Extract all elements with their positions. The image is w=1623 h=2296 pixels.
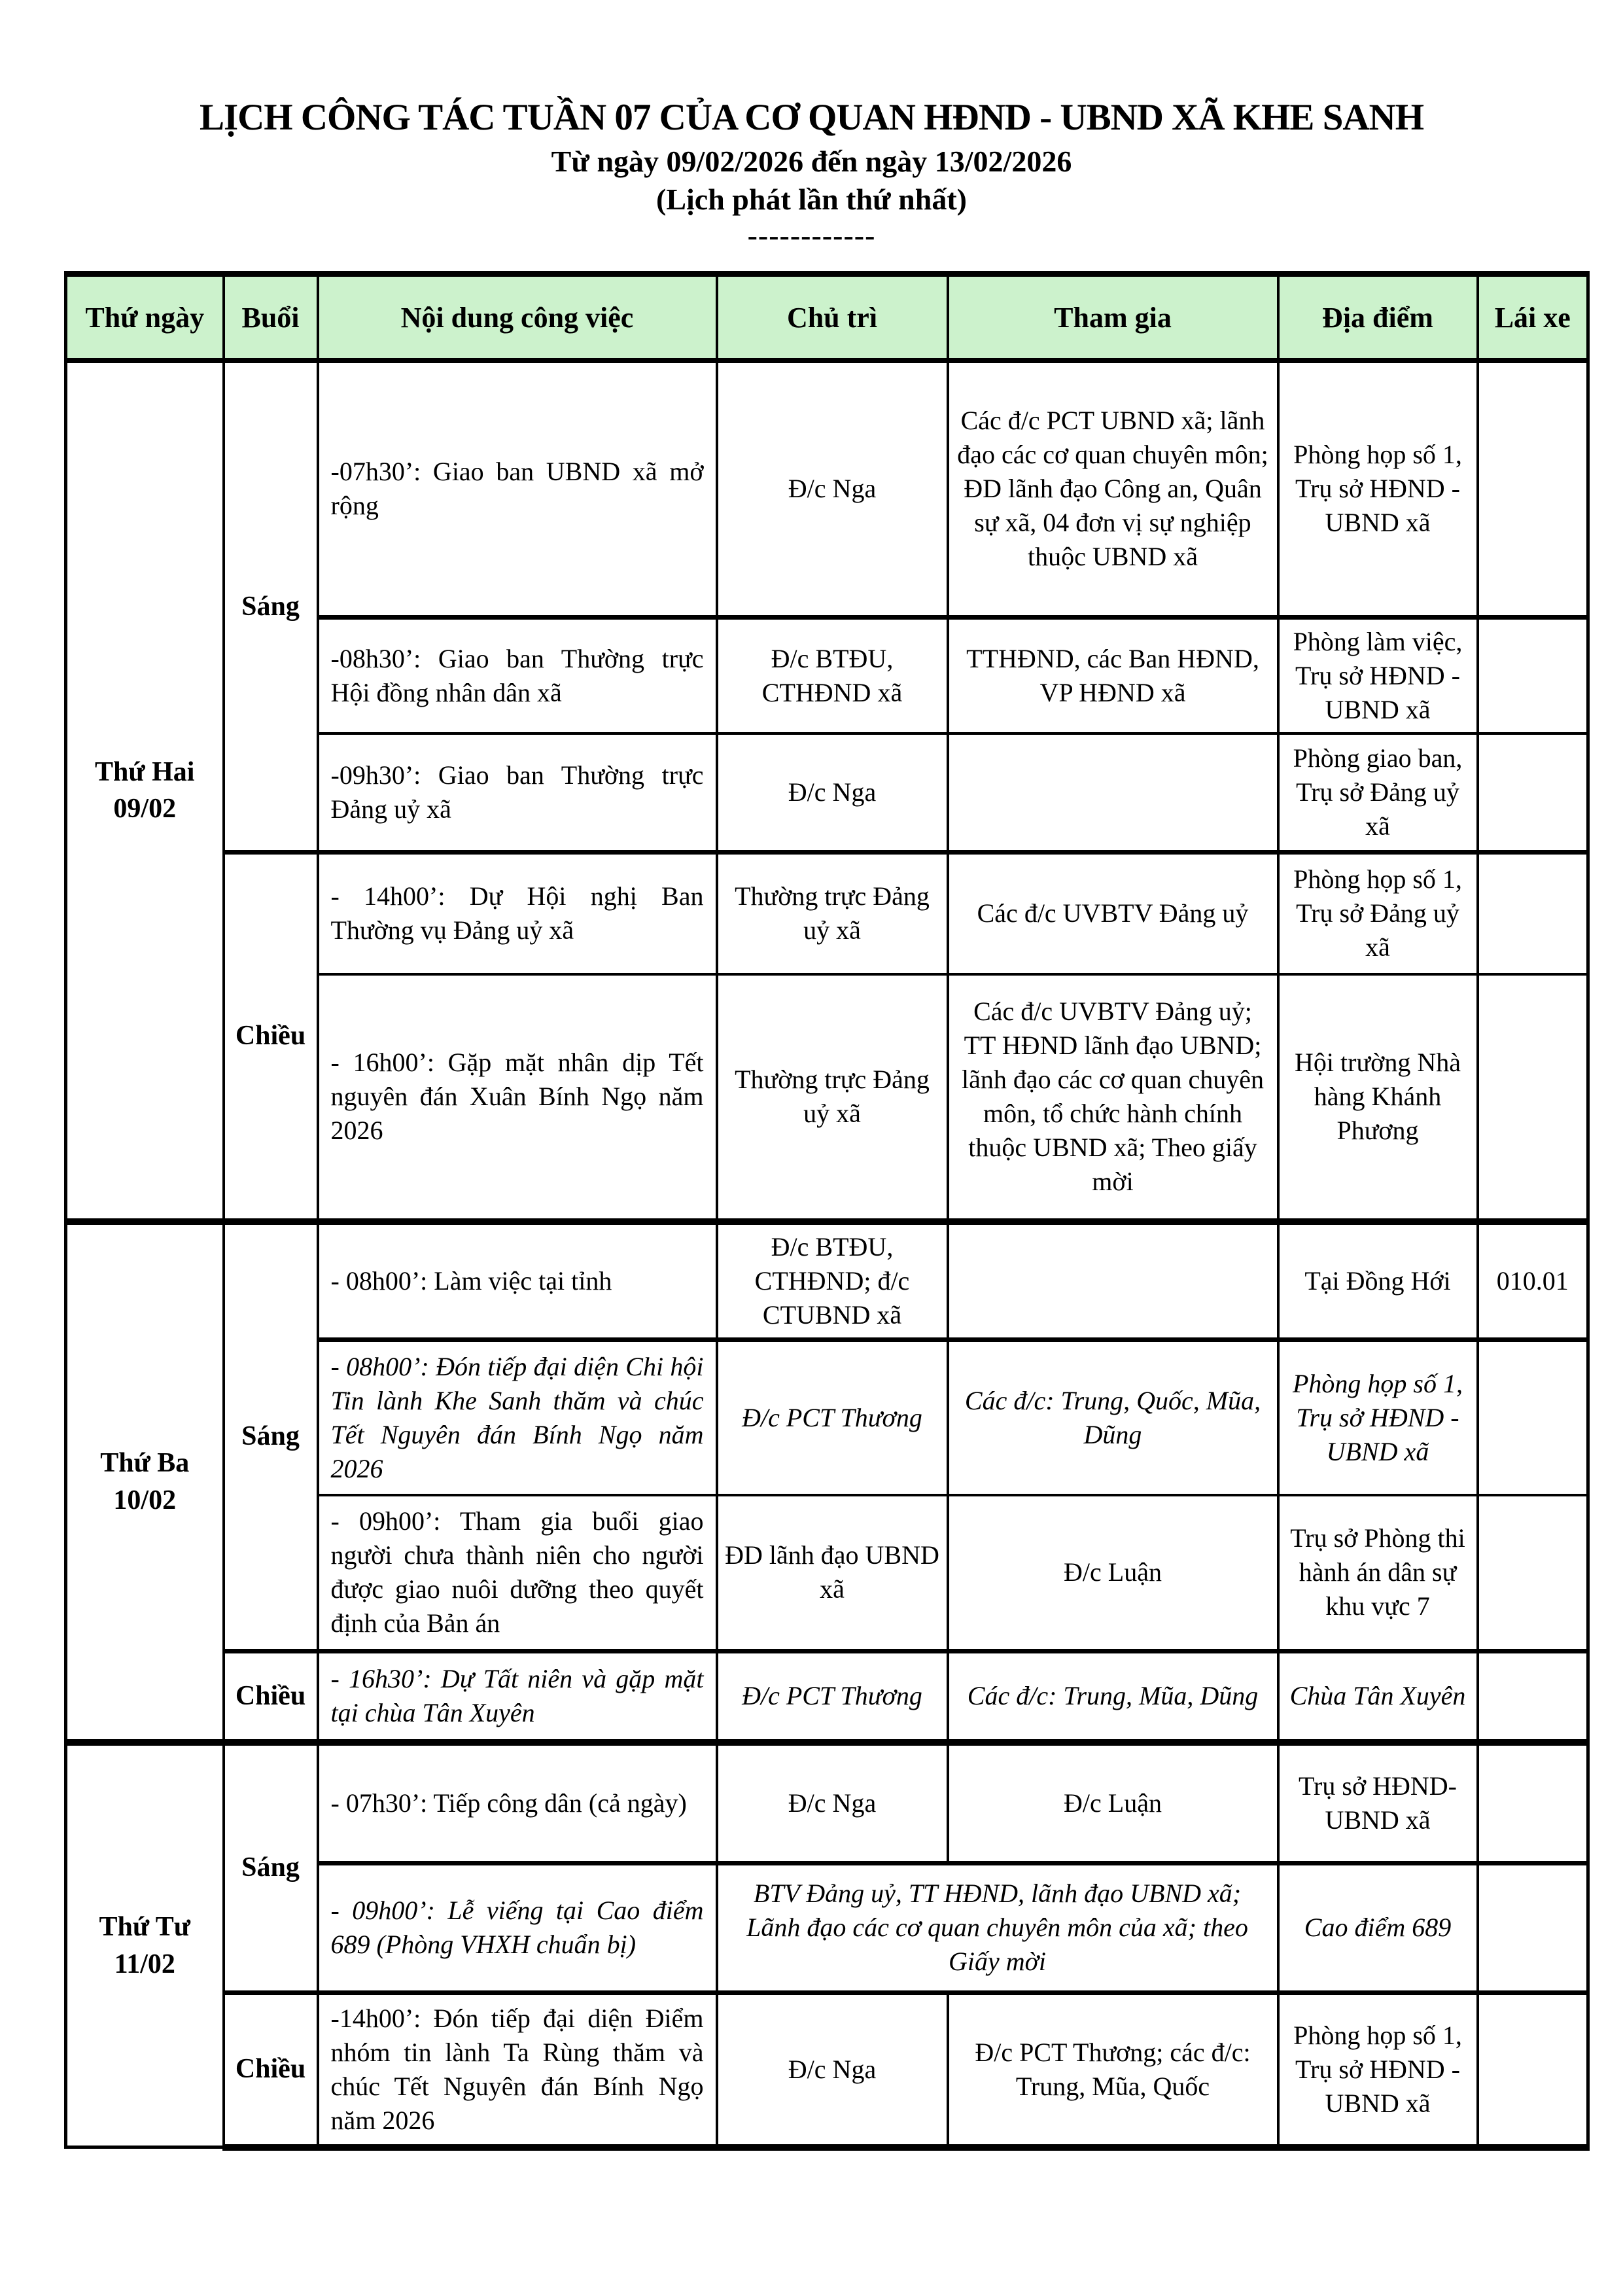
session-cell-morning: Sáng — [224, 1222, 318, 1651]
day-cell-tuesday — [66, 1222, 224, 1743]
cell-lai-xe — [1478, 617, 1588, 733]
session-cell-morning: Sáng — [224, 1742, 318, 1992]
cell-noi-dung: -07h30’: Giao ban UBND xã mở rộng — [318, 361, 717, 617]
header-thu-ngay: Thứ ngày — [66, 274, 224, 361]
cell-chu-tri: Đ/c BTĐU, CTHĐND xã — [717, 617, 948, 733]
cell-lai-xe — [1478, 974, 1588, 1222]
cell-tham-gia — [948, 1222, 1278, 1340]
cell-noi-dung: - 08h00’: Đón tiếp đại diện Chi hội Tin lành Khe Sanh thăm và chúc Tết Nguyên đán Bính Ngọ năm 2026 — [318, 1339, 717, 1495]
cell-tham-gia: Đ/c Luận — [948, 1495, 1278, 1651]
cell-dia-diem: Chùa Tân Xuyên — [1278, 1651, 1478, 1742]
cell-chu-tri: Đ/c PCT Thương — [717, 1651, 948, 1742]
day-name: Thứ Hai — [95, 756, 195, 787]
header-chu-tri: Chủ trì — [717, 274, 948, 361]
table-row — [66, 1742, 1588, 1863]
cell-dia-diem: Phòng giao ban, Trụ sở Đảng uỷ xã — [1278, 733, 1478, 853]
table-row — [66, 361, 1588, 617]
header-buoi: Buổi — [224, 274, 318, 361]
cell-noi-dung: -09h30’: Giao ban Thường trực Đảng uỷ xã — [318, 733, 717, 853]
header-row — [66, 274, 1588, 361]
session-cell-afternoon: Chiều — [224, 853, 318, 1222]
cell-noi-dung: - 09h00’: Lễ viếng tại Cao điểm 689 (Phòng VHXH chuẩn bị) — [318, 1863, 717, 1992]
header-tham-gia: Tham gia — [948, 274, 1278, 361]
cell-tham-gia: TTHĐND, các Ban HĐND, VP HĐND xã — [948, 617, 1278, 733]
schedule-table — [64, 271, 1590, 2151]
cell-chu-tri: Thường trực Đảng uỷ xã — [717, 853, 948, 974]
cell-lai-xe — [1478, 361, 1588, 617]
session-cell-afternoon: Chiều — [224, 1651, 318, 1742]
cell-noi-dung: - 16h30’: Dự Tất niên và gặp mặt tại chùa Tân Xuyên — [318, 1651, 717, 1742]
cell-tham-gia: Các đ/c: Trung, Mũa, Dũng — [948, 1651, 1278, 1742]
cell-tham-gia: Các đ/c UVBTV Đảng uỷ — [948, 853, 1278, 974]
cell-tham-gia: Đ/c PCT Thương; các đ/c: Trung, Mũa, Quốc — [948, 1992, 1278, 2147]
cell-chu-tri: Thường trực Đảng uỷ xã — [717, 974, 948, 1222]
header-noi-dung: Nội dung công việc — [318, 274, 717, 361]
day-date: 11/02 — [114, 1949, 175, 1979]
session-cell-morning: Sáng — [224, 361, 318, 853]
cell-chu-tri: Đ/c Nga — [717, 361, 948, 617]
day-name: Thứ Ba — [100, 1448, 190, 1479]
cell-dia-diem: Phòng họp số 1, Trụ sở HĐND - UBND xã — [1278, 1992, 1478, 2147]
header-dia-diem: Địa điểm — [1278, 274, 1478, 361]
cell-chu-tri-tham-gia: BTV Đảng uỷ, TT HĐND, lãnh đạo UBND xã; Lãnh đạo các cơ quan chuyên môn của xã; theo Giấy mời — [717, 1863, 1278, 1992]
table-row — [66, 1222, 1588, 1340]
table-row — [66, 1992, 1588, 2147]
title-block — [0, 0, 1623, 253]
table-header — [66, 274, 1588, 361]
cell-dia-diem: Phòng họp số 1, Trụ sở HĐND - UBND xã — [1278, 361, 1478, 617]
cell-dia-diem: Trụ sở Phòng thi hành án dân sự khu vực 7 — [1278, 1495, 1478, 1651]
cell-noi-dung: -08h30’: Giao ban Thường trực Hội đồng nhân dân xã — [318, 617, 717, 733]
cell-lai-xe — [1478, 1495, 1588, 1651]
cell-lai-xe — [1478, 733, 1588, 853]
cell-lai-xe — [1478, 853, 1588, 974]
cell-chu-tri: Đ/c Nga — [717, 1992, 948, 2147]
release-note: (Lịch phát lần thứ nhất) — [656, 183, 967, 217]
day-cell-wednesday — [66, 1742, 224, 2147]
cell-dia-diem: Phòng làm việc, Trụ sở HĐND - UBND xã — [1278, 617, 1478, 733]
cell-tham-gia: Các đ/c PCT UBND xã; lãnh đạo các cơ quan chuyên môn; ĐD lãnh đạo Công an, Quân sự xã, 04 đơn vị sự nghiệp thuộc UBND xã — [948, 361, 1278, 617]
cell-lai-xe — [1478, 1339, 1588, 1495]
cell-noi-dung: -14h00’: Đón tiếp đại diện Điểm nhóm tin lành Ta Rùng thăm và chúc Tết Nguyên đán Bính Ngọ năm 2026 — [318, 1992, 717, 2147]
cell-lai-xe: 010.01 — [1478, 1222, 1588, 1340]
cell-noi-dung: - 16h00’: Gặp mặt nhân dịp Tết nguyên đán Xuân Bính Ngọ năm 2026 — [318, 974, 717, 1222]
cell-dia-diem: Cao điểm 689 — [1278, 1863, 1478, 1992]
day-date: 10/02 — [113, 1485, 177, 1515]
cell-noi-dung: - 07h30’: Tiếp công dân (cả ngày) — [318, 1742, 717, 1863]
cell-noi-dung: - 09h00’: Tham gia buổi giao người chưa thành niên cho người được giao nuôi dưỡng theo quyết định của Bản án — [318, 1495, 717, 1651]
table-row — [66, 853, 1588, 974]
cell-chu-tri: Đ/c PCT Thương — [717, 1339, 948, 1495]
cell-noi-dung: - 08h00’: Làm việc tại tỉnh — [318, 1222, 717, 1340]
cell-chu-tri: ĐD lãnh đạo UBND xã — [717, 1495, 948, 1651]
day-cell-monday — [66, 361, 224, 1222]
cell-chu-tri: Đ/c BTĐU, CTHĐND; đ/c CTUBND xã — [717, 1222, 948, 1340]
cell-tham-gia: Đ/c Luận — [948, 1742, 1278, 1863]
cell-tham-gia — [948, 733, 1278, 853]
cell-lai-xe — [1478, 1651, 1588, 1742]
date-range: Từ ngày 09/02/2026 đến ngày 13/02/2026 — [551, 144, 1072, 178]
cell-tham-gia: Các đ/c: Trung, Quốc, Mũa, Dũng — [948, 1339, 1278, 1495]
cell-chu-tri: Đ/c Nga — [717, 1742, 948, 1863]
table-row — [66, 1651, 1588, 1742]
cell-dia-diem: Trụ sở HĐND- UBND xã — [1278, 1742, 1478, 1863]
cell-lai-xe — [1478, 1863, 1588, 1992]
cell-chu-tri: Đ/c Nga — [717, 733, 948, 853]
cell-dia-diem: Phòng họp số 1, Trụ sở HĐND - UBND xã — [1278, 1339, 1478, 1495]
cell-dia-diem: Phòng họp số 1, Trụ sở Đảng uỷ xã — [1278, 853, 1478, 974]
cell-dia-diem: Tại Đồng Hới — [1278, 1222, 1478, 1340]
cell-noi-dung: - 14h00’: Dự Hội nghị Ban Thường vụ Đảng uỷ xã — [318, 853, 717, 974]
cell-lai-xe — [1478, 1992, 1588, 2147]
document-title: LỊCH CÔNG TÁC TUẦN 07 CỦA CƠ QUAN HĐND - UBND XÃ KHE SANH — [199, 97, 1424, 138]
day-name: Thứ Tư — [99, 1911, 191, 1942]
session-cell-afternoon: Chiều — [224, 1992, 318, 2147]
cell-lai-xe — [1478, 1742, 1588, 1863]
cell-dia-diem: Hội trường Nhà hàng Khánh Phương — [1278, 974, 1478, 1222]
divider-dashes: ------------ — [747, 219, 876, 253]
header-lai-xe: Lái xe — [1478, 274, 1588, 361]
cell-tham-gia: Các đ/c UVBTV Đảng uỷ; TT HĐND lãnh đạo UBND; lãnh đạo các cơ quan chuyên môn, tổ chức hành chính thuộc UBND xã; Theo giấy mời — [948, 974, 1278, 1222]
day-date: 09/02 — [113, 794, 177, 824]
